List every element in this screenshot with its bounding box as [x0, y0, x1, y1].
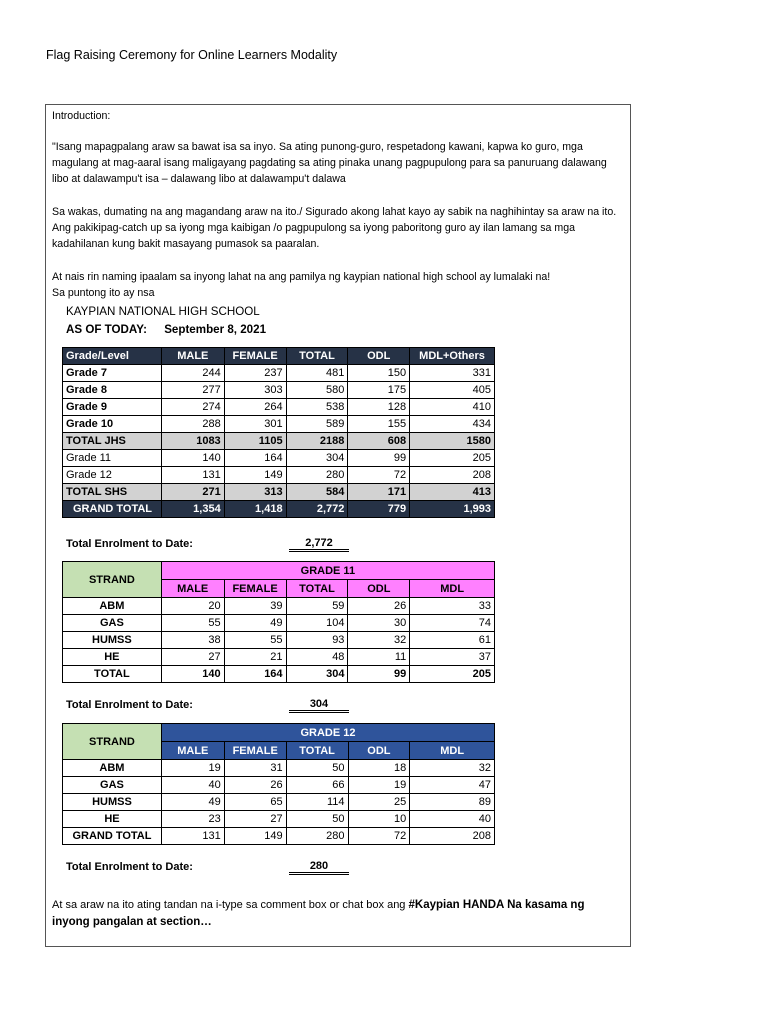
enrolment-cell: 171 — [348, 484, 410, 501]
grade-11-cell: 49 — [224, 615, 286, 632]
grade-12-cell: 50 — [286, 760, 348, 777]
grade-11-cell: 32 — [348, 632, 410, 649]
grade-11-header-mdl: MDL — [410, 580, 495, 598]
enrolment-cell: 538 — [286, 399, 348, 416]
grade-11-cell: 39 — [224, 598, 286, 615]
grade-11-cell: 164 — [224, 666, 286, 683]
grade-12-cell: 50 — [286, 811, 348, 828]
intro-paragraph-1: "Isang mapagpalang araw sa bawat isa sa inyo. Sa ating punong-guro, respetadong kawani, kapwa ko guro, mga magulang at mag-aaral isang maligayang pagdating sa ating pinaka unang pagpupulong para sa panuruang dalawang libo at dalawampu't isa – dalawang libo at dalawampu't dalawa — [52, 141, 607, 185]
as-of-line — [66, 323, 266, 336]
grade-12-cell: 66 — [286, 777, 348, 794]
enrolment-cell: 304 — [286, 450, 348, 467]
enrolment-cell: 608 — [348, 433, 410, 450]
enrolment-row — [63, 416, 495, 433]
enrolment-cell: 150 — [348, 365, 410, 382]
grade-12-row-label: GRAND TOTAL — [63, 828, 162, 845]
enrolment-cell: 1,993 — [410, 501, 495, 518]
grade-11-row-label: GAS — [63, 615, 162, 632]
grade-12-row-label: HUMSS — [63, 794, 162, 811]
enrolment-cell: 584 — [286, 484, 348, 501]
grade-11-cell: 59 — [286, 598, 348, 615]
enrolment-cell: 99 — [348, 450, 410, 467]
enrolment-cell: 274 — [161, 399, 224, 416]
grade-12-cell: 72 — [348, 828, 410, 845]
grade-12-row-label: HE — [63, 811, 162, 828]
grade-12-cell: 40 — [410, 811, 495, 828]
enrolment-cell: 1,418 — [224, 501, 286, 518]
school-name: KAYPIAN NATIONAL HIGH SCHOOL — [66, 305, 260, 318]
enrolment-cell: 208 — [410, 467, 495, 484]
enrolment-row — [63, 382, 495, 399]
enrolment-row — [63, 501, 495, 518]
enrolment-cell: 271 — [161, 484, 224, 501]
grade-11-cell: 37 — [410, 649, 495, 666]
header-odl: ODL — [348, 348, 410, 365]
grade-12-row — [63, 777, 495, 794]
grade-11-cell: 140 — [161, 666, 224, 683]
grade-11-header-female: FEMALE — [224, 580, 286, 598]
enrolment-row — [63, 365, 495, 382]
grade-11-header-male: MALE — [161, 580, 224, 598]
grade-11-header-odl: ODL — [348, 580, 410, 598]
grade-12-header-mdl: MDL — [410, 742, 495, 760]
grade-11-cell: 30 — [348, 615, 410, 632]
enrolment-table — [62, 347, 495, 518]
grade-12-cell: 65 — [224, 794, 286, 811]
grade-12-row — [63, 811, 495, 828]
enrolment-cell: 205 — [410, 450, 495, 467]
enrolment-cell: 405 — [410, 382, 495, 399]
header-mdl-others: MDL+Others — [410, 348, 495, 365]
enrolment-cell: 434 — [410, 416, 495, 433]
grade-11-cell: 74 — [410, 615, 495, 632]
grade-12-cell: 23 — [161, 811, 224, 828]
enrolment-row-label: Grade 11 — [63, 450, 162, 467]
grade-11-cell: 55 — [224, 632, 286, 649]
grade-12-cell: 31 — [224, 760, 286, 777]
header-total: TOTAL — [286, 348, 348, 365]
grade-12-cell: 18 — [348, 760, 410, 777]
grade-12-cell: 49 — [161, 794, 224, 811]
grade-11-row-label: TOTAL — [63, 666, 162, 683]
grade-12-cell: 47 — [410, 777, 495, 794]
header-male: MALE — [161, 348, 224, 365]
intro-paragraph-3-line-1: At nais rin naming ipaalam sa inyong lahat na ang pamilya ng kaypian national high school ay lumalaki na! — [52, 271, 551, 283]
grade-11-cell: 104 — [286, 615, 348, 632]
enrolment-cell: 580 — [286, 382, 348, 399]
grade-11-row — [63, 649, 495, 666]
grade-11-cell: 205 — [410, 666, 495, 683]
closing-paragraph — [52, 897, 624, 931]
grade-11-cell: 99 — [348, 666, 410, 683]
grade-12-row-label: ABM — [63, 760, 162, 777]
enrolment-cell: 237 — [224, 365, 286, 382]
grade-12-cell: 19 — [161, 760, 224, 777]
enrolment-cell: 280 — [286, 467, 348, 484]
grade-12-cell: 280 — [286, 828, 348, 845]
grade-11-enrolment-label: Total Enrolment to Date: — [66, 699, 193, 711]
enrolment-row-label: Grade 7 — [63, 365, 162, 382]
grade-11-title: GRADE 11 — [161, 562, 494, 580]
enrolment-row — [63, 484, 495, 501]
grade-11-cell: 11 — [348, 649, 410, 666]
enrolment-row-label: TOTAL JHS — [63, 433, 162, 450]
grade-12-cell: 27 — [224, 811, 286, 828]
enrolment-cell: 481 — [286, 365, 348, 382]
enrolment-row-label: Grade 12 — [63, 467, 162, 484]
intro-paragraph-2: Sa wakas, dumating na ang magandang araw na ito./ Sigurado akong lahat kayo ay sabik na naghihintay sa araw na ito. Ang pakikipag-catch up sa iyong mga kaibigan /o pagpupulong sa iyong paboritong guro ay ilan lamang sa mga kadahilanan kung bakit masayang pumasok sa paaralan. — [52, 206, 617, 250]
enrolment-cell: 244 — [161, 365, 224, 382]
enrolment-cell: 288 — [161, 416, 224, 433]
closing-hashtag: #Kaypian HANDA Na kasama ng inyong pangalan at section… — [52, 899, 585, 928]
enrolment-cell: 175 — [348, 382, 410, 399]
grade-11-body — [63, 598, 495, 683]
intro-paragraph-3-line-2: Sa puntong ito ay nsa — [52, 287, 155, 299]
grade-12-enrolment-value: 280 — [289, 860, 349, 875]
grade-12-header-female: FEMALE — [224, 742, 286, 760]
enrolment-cell: 140 — [161, 450, 224, 467]
grade-12-row — [63, 828, 495, 845]
enrolment-cell: 2188 — [286, 433, 348, 450]
enrolment-cell: 131 — [161, 467, 224, 484]
enrolment-cell: 277 — [161, 382, 224, 399]
grade-12-cell: 19 — [348, 777, 410, 794]
enrolment-row-label: Grade 10 — [63, 416, 162, 433]
grade-12-header-total: TOTAL — [286, 742, 348, 760]
grade-12-row — [63, 760, 495, 777]
enrolment-cell: 413 — [410, 484, 495, 501]
grade-11-cell: 27 — [161, 649, 224, 666]
grade-11-enrolment-value: 304 — [289, 698, 349, 713]
enrolment-row-label: Grade 9 — [63, 399, 162, 416]
grade-11-cell: 61 — [410, 632, 495, 649]
grade-11-header-total: TOTAL — [286, 580, 348, 598]
enrolment-cell: 303 — [224, 382, 286, 399]
header-female: FEMALE — [224, 348, 286, 365]
enrolment-cell: 264 — [224, 399, 286, 416]
intro-label: Introduction: — [52, 110, 111, 122]
grade-12-cell: 26 — [224, 777, 286, 794]
closing-text: At sa araw na ito ating tandan na i-type sa comment box or chat box ang — [52, 899, 409, 911]
grade-11-strand-label: STRAND — [63, 562, 162, 598]
grade-12-cell: 149 — [224, 828, 286, 845]
grade-11-cell: 38 — [161, 632, 224, 649]
enrolment-cell: 410 — [410, 399, 495, 416]
grade-12-row-label: GAS — [63, 777, 162, 794]
enrolment-row — [63, 433, 495, 450]
grade-12-title: GRADE 12 — [161, 724, 494, 742]
grade-12-cell: 89 — [410, 794, 495, 811]
grade-12-cell: 10 — [348, 811, 410, 828]
grade-11-row — [63, 632, 495, 649]
enrolment-cell: 2,772 — [286, 501, 348, 518]
enrolment-row — [63, 399, 495, 416]
grade-12-cell: 25 — [348, 794, 410, 811]
enrolment-cell: 301 — [224, 416, 286, 433]
as-of-date: September 8, 2021 — [164, 323, 267, 336]
header-grade-level: Grade/Level — [63, 348, 162, 365]
enrolment-cell: 155 — [348, 416, 410, 433]
grade-11-row-label: ABM — [63, 598, 162, 615]
enrolment-row-label: Grade 8 — [63, 382, 162, 399]
enrolment-row-label: TOTAL SHS — [63, 484, 162, 501]
grade-12-cell: 32 — [410, 760, 495, 777]
grade-11-cell: 48 — [286, 649, 348, 666]
grade-12-strand-label: STRAND — [63, 724, 162, 760]
enrolment-cell: 128 — [348, 399, 410, 416]
enrolment-cell: 1083 — [161, 433, 224, 450]
enrolment-row — [63, 467, 495, 484]
enrolment-cell: 164 — [224, 450, 286, 467]
grade-12-body — [63, 760, 495, 845]
grade-12-cell: 208 — [410, 828, 495, 845]
grade-11-cell: 93 — [286, 632, 348, 649]
total-enrolment-label: Total Enrolment to Date: — [66, 538, 193, 550]
grade-12-cell: 114 — [286, 794, 348, 811]
grade-12-header-odl: ODL — [348, 742, 410, 760]
grade-11-table — [62, 561, 495, 683]
grade-11-cell: 21 — [224, 649, 286, 666]
as-of-label: AS OF TODAY: — [66, 323, 147, 336]
grade-11-row — [63, 598, 495, 615]
total-enrolment-value: 2,772 — [289, 537, 349, 552]
enrolment-cell: 331 — [410, 365, 495, 382]
grade-11-cell: 55 — [161, 615, 224, 632]
enrolment-cell: 72 — [348, 467, 410, 484]
intro-paragraph-3 — [52, 269, 624, 301]
enrolment-table-body — [63, 365, 495, 518]
enrolment-cell: 779 — [348, 501, 410, 518]
enrolment-cell: 313 — [224, 484, 286, 501]
enrolment-cell: 1580 — [410, 433, 495, 450]
enrolment-row — [63, 450, 495, 467]
grade-12-table — [62, 723, 495, 845]
grade-11-row — [63, 615, 495, 632]
grade-11-cell: 304 — [286, 666, 348, 683]
enrolment-cell: 589 — [286, 416, 348, 433]
document-title: Flag Raising Ceremony for Online Learners Modality — [46, 48, 338, 62]
grade-12-cell: 131 — [161, 828, 224, 845]
grade-12-cell: 40 — [161, 777, 224, 794]
enrolment-row-label: GRAND TOTAL — [63, 501, 162, 518]
grade-11-row-label: HE — [63, 649, 162, 666]
enrolment-table-header — [63, 348, 495, 365]
enrolment-cell: 1105 — [224, 433, 286, 450]
grade-11-cell: 33 — [410, 598, 495, 615]
grade-11-cell: 20 — [161, 598, 224, 615]
grade-12-header-male: MALE — [161, 742, 224, 760]
grade-12-enrolment-label: Total Enrolment to Date: — [66, 861, 193, 873]
grade-11-row — [63, 666, 495, 683]
enrolment-cell: 149 — [224, 467, 286, 484]
grade-11-row-label: HUMSS — [63, 632, 162, 649]
grade-11-cell: 26 — [348, 598, 410, 615]
grade-12-row — [63, 794, 495, 811]
enrolment-cell: 1,354 — [161, 501, 224, 518]
